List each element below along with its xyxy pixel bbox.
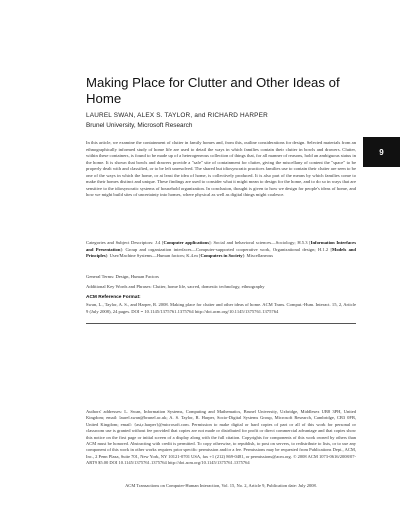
divider bbox=[86, 323, 356, 324]
author-footnote: Authors' addresses: L. Swan, Information Systems, Computing and Mathematics, Brunel University, Uxbridge, Middlesex UB8 3PH, United Kingdom; email: laurel.swan@brunel.ac.uk; A. S. Taylor, R. Harper, Socio-Digital Systems Group, Microsoft Research, Cambridge, CB3 0FB, United Kingdom; email: {ast,r.harper}@microsoft.com. Permission to make digital or hard copies of part or all of this work for personal or classroom use is granted without fee provided that copies are not made or distributed for profit or direct commercial advantage and that copies show this notice on the first page or initial screen of a display along with the full citation. Copyrights for components of this work owned by others than ACM must be honored. Abstracting with credit is permitted. To copy otherwise, to republish, to post on servers, to redistribute to lists, or to use any component of this work in other works requires prior specific permission and/or a fee. Permissions may be requested from Publications Dept., ACM, Inc., 2 Penn Plaza, Suite 701, New York, NY 10121-0701 USA, fax +1 (212) 869-0481, or permissions@acm.org. © 2008 ACM 1073-0616/2008/07-ART9 $5.00 DOI 10.1145/1375761.1375764 http://doi.acm.org/10.1145/1375761.1375764 bbox=[86, 409, 356, 466]
affiliation: Brunel University, Microsoft Research bbox=[86, 122, 193, 129]
general-terms: General Terms: Design, Human Factors bbox=[86, 274, 159, 279]
categories-text: Categories and Subject Descriptors: J.4 [ bbox=[86, 240, 164, 245]
article-number-tab: 9 bbox=[363, 137, 400, 167]
journal-footer: ACM Transactions on Computer-Human Interaction, Vol. 15, No. 2, Article 9, Publication date: July 2008. bbox=[125, 483, 317, 488]
reference-heading: ACM Reference Format: bbox=[86, 295, 141, 300]
categories-text: ]: Social and behavioral sciences—Sociology; H.5.3 [ bbox=[208, 240, 311, 245]
reference-citation: Swan, L., Taylor, A. S., and Harper, R. 2008. Making place for clutter and other ideas of home. ACM Trans. Comput.-Hum. Interact. 15, 2, Article 9 (July 2008), 24 pages. DOI = 10.1145/1375761.1375764 http://doi.acm.org/10.1145/1375761.1375764 bbox=[86, 302, 356, 314]
category-bold: Computers in Society bbox=[200, 253, 243, 259]
author-list: LAUREL SWAN, ALEX S. TAYLOR, and RICHARD HARPER bbox=[86, 112, 268, 119]
categories-descriptors bbox=[86, 240, 356, 260]
keywords: Additional Key Words and Phrases: Clutter, home life, sacred, domestic technology, ethnography bbox=[86, 284, 265, 289]
category-bold: Information Interfaces and Presentation bbox=[86, 240, 356, 252]
categories-text: ]: Group and organization interfaces—Computer-supported cooperative work, Organizational design; H.1.2 [ bbox=[120, 246, 332, 252]
category-bold: Models and Principles bbox=[86, 246, 356, 259]
paper-title: Making Place for Clutter and Other Ideas of Home bbox=[86, 75, 340, 106]
categories-text: ]: Miscellaneous bbox=[242, 253, 274, 259]
category-bold: Computer applications bbox=[163, 240, 209, 245]
abstract: In this article, we examine the containment of clutter in family homes and, from this, outline considerations for design. Selected materials from an ethnographically informed study of home life are used to detail the ways in which families contain their clutter in bowls and drawers. Clutter, within these containers, is found to be made up of a heterogeneous collection of things that, for all manner of reasons, hold an ambiguous status in the home. It is shown that bowls and drawers provide a "safe" site of containment for clutter, giving the miscellany of content the "space" to be properly dealt with and classified, or to be left unresolved. The shared but idiosyncratic practices families use to contain their clutter are seen to be one of the ways in which the home, or at least the idea of home, is collectively produced. It is also part of the means by which families come to make their homes distinct and unique. These findings are used to consider what it might mean to design for the home, and to do so in ways that are sensitive to the idiosyncratic systems of household organization. In conclusion, thought is given to how we design for people's ideas of home, and how we might build sites of uncertainty into homes, where physical as well as digital things might coalesce. bbox=[86, 140, 356, 198]
categories-text: ]: User/Machine Systems—Human factors; K.4.m [ bbox=[105, 253, 201, 259]
